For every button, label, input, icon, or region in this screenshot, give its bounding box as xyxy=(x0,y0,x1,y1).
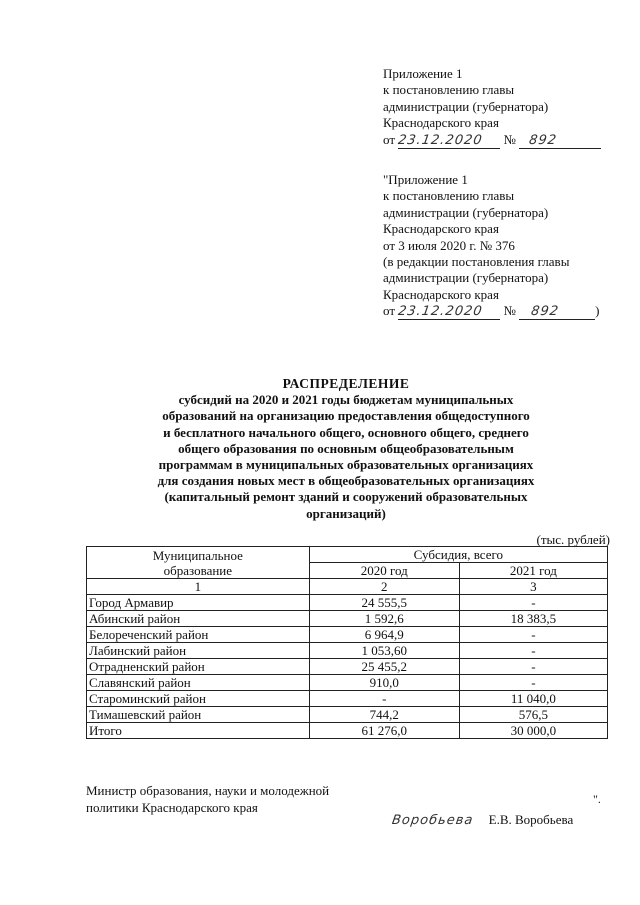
value-2020: 1 592,6 xyxy=(309,611,459,627)
title-line: (капитальный ремонт зданий и сооружений образовательных xyxy=(164,489,528,505)
handwritten-signature: Воробьева xyxy=(390,813,475,828)
handwritten-date: 23.12.2020 xyxy=(397,304,484,320)
value-2021: - xyxy=(459,595,607,611)
appendix-line: Приложение 1 xyxy=(383,66,463,81)
value-2020: 6 964,9 xyxy=(309,627,459,643)
minister-line: Министр образования, науки и молодежной xyxy=(86,783,330,798)
value-2020: 25 455,2 xyxy=(309,659,459,675)
value-2020: 910,0 xyxy=(309,675,459,691)
year-2020-header: 2020 год xyxy=(309,563,459,579)
appendix-header-1 xyxy=(383,66,623,149)
minister-line: политики Краснодарского края xyxy=(86,800,258,815)
total-2020: 61 276,0 xyxy=(309,723,459,739)
title-line: для создания новых мест в общеобразовательных организациях xyxy=(157,473,535,489)
handwritten-number: 892 xyxy=(528,132,559,148)
appendix-line: к постановлению главы xyxy=(383,188,515,204)
appendix-line: администрации (губернатора) xyxy=(383,270,549,286)
value-2020: 1 053,60 xyxy=(309,643,459,659)
value-2021: 18 383,5 xyxy=(459,611,607,627)
number-sign: № xyxy=(503,131,516,147)
number-field xyxy=(519,133,601,149)
appendix-line: администрации (губернатора) xyxy=(383,98,549,114)
closing-quote: ". xyxy=(593,792,601,806)
title-line: организаций) xyxy=(306,505,386,521)
municipality-header xyxy=(87,547,310,579)
appendix-line: администрации (губернатора) xyxy=(383,204,549,220)
title-line: и бесплатного начального общего, основного общего, среднего xyxy=(163,424,529,440)
signature-block xyxy=(392,812,573,828)
table-row xyxy=(87,675,608,691)
value-2020: - xyxy=(309,691,459,707)
header-text: Муниципальное xyxy=(152,547,243,563)
value-2021: - xyxy=(459,675,607,691)
value-2020: 24 555,5 xyxy=(309,595,459,611)
title-line: образований на организацию предоставления общедоступного xyxy=(162,408,530,424)
year-2021-header: 2021 год xyxy=(459,563,607,579)
handwritten-date: 23.12.2020 xyxy=(397,132,484,148)
column-number-row xyxy=(87,579,608,595)
value-2021: - xyxy=(459,627,607,643)
subsidy-header: Субсидия, всего xyxy=(309,547,607,563)
header-text: образование xyxy=(163,562,233,578)
document-title xyxy=(86,376,606,522)
column-number: 1 xyxy=(87,579,310,595)
appendix-line: Краснодарского края xyxy=(383,115,499,131)
title-main: РАСПРЕДЕЛЕНИЕ xyxy=(282,376,410,391)
number-field xyxy=(519,304,595,320)
municipality-name: Славянский район xyxy=(87,675,310,691)
table-row xyxy=(87,611,608,627)
total-label: Итого xyxy=(87,723,310,739)
number-sign: № xyxy=(503,303,516,319)
table-row xyxy=(87,595,608,611)
value-2021: - xyxy=(459,643,607,659)
title-line: программам в муниципальных образовательных организациях xyxy=(158,457,534,473)
column-number: 3 xyxy=(459,579,607,595)
appendix-date-line xyxy=(383,132,623,149)
value-2021: 576,5 xyxy=(459,707,607,723)
municipality-name: Город Армавир xyxy=(87,595,310,611)
municipality-name: Лабинский район xyxy=(87,643,310,659)
municipality-name: Абинский район xyxy=(87,611,310,627)
municipality-name: Тимашевский район xyxy=(87,707,310,723)
value-2021: 11 040,0 xyxy=(459,691,607,707)
subsidy-table xyxy=(86,546,608,739)
handwritten-number: 892 xyxy=(530,304,561,320)
table-row xyxy=(87,691,608,707)
appendix-date-line xyxy=(383,303,623,320)
title-line: субсидий на 2020 и 2021 годы бюджетам муниципальных xyxy=(178,392,514,408)
appendix-line: Краснодарского края xyxy=(383,221,499,237)
title-line: общего образования по основным общеобразовательным xyxy=(178,440,514,456)
units-label: (тыс. рублей) xyxy=(536,532,610,547)
minister-title xyxy=(86,782,329,816)
closing-paren: ) xyxy=(595,303,600,319)
total-2021: 30 000,0 xyxy=(459,723,607,739)
date-prefix: от xyxy=(383,303,396,319)
appendix-line: (в редакции постановления главы xyxy=(383,254,570,270)
appendix-line: к постановлению главы xyxy=(383,82,515,98)
municipality-name: Белореченский район xyxy=(87,627,310,643)
municipality-name: Отрадненский район xyxy=(87,659,310,675)
table-header-row xyxy=(87,547,608,563)
value-2020: 744,2 xyxy=(309,707,459,723)
appendix-line: Краснодарского края xyxy=(383,286,499,302)
date-prefix: от xyxy=(383,131,396,147)
date-field xyxy=(398,304,500,320)
column-number: 2 xyxy=(309,579,459,595)
table-row xyxy=(87,659,608,675)
table-row xyxy=(87,707,608,723)
table-row xyxy=(87,643,608,659)
total-row xyxy=(87,723,608,739)
appendix-line: от 3 июля 2020 г. № 376 xyxy=(383,237,515,253)
appendix-line: "Приложение 1 xyxy=(383,172,468,187)
table-row xyxy=(87,627,608,643)
appendix-header-2 xyxy=(383,172,623,320)
municipality-name: Староминский район xyxy=(87,691,310,707)
date-field xyxy=(398,133,500,149)
value-2021: - xyxy=(459,659,607,675)
signatory-name: Е.В. Воробьева xyxy=(488,812,574,827)
